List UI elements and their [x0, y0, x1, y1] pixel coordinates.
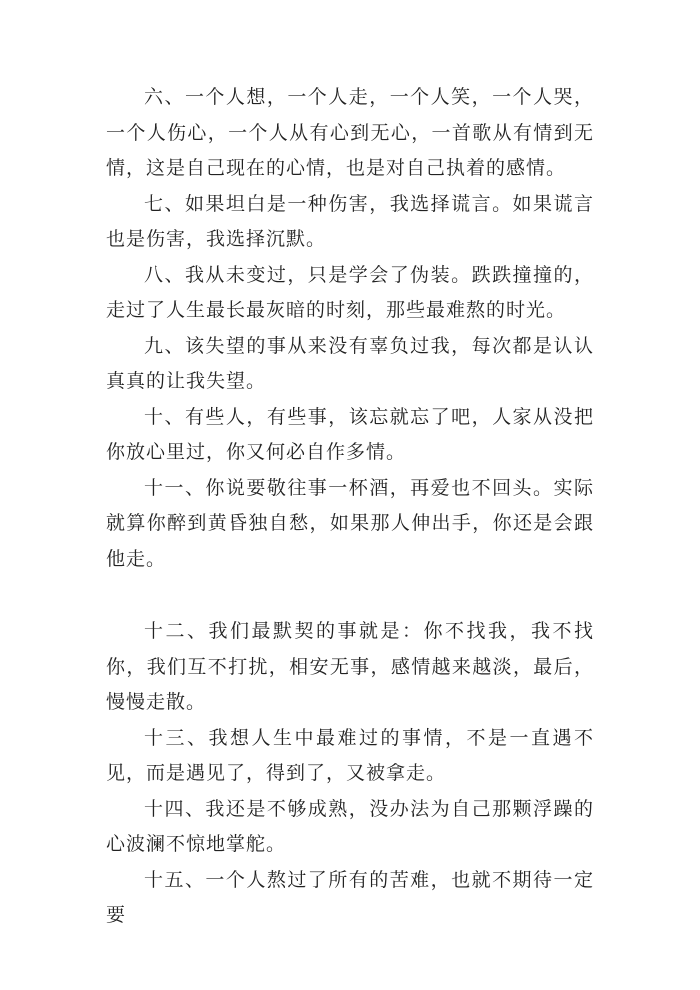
paragraph-gap	[106, 577, 594, 614]
document-body	[106, 80, 594, 934]
paragraph-6: 六、一个人想，一个人走，一个人笑，一个人哭，一个人伤心，一个人从有心到无心，一首歌从有情到无情，这是自己现在的心情，也是对自己执着的感情。	[106, 86, 594, 179]
paragraph-14: 十四、我还是不够成熟，没办法为自己那颗浮躁的心波澜不惊地掌舵。	[106, 797, 594, 855]
paragraph-10: 十、有些人，有些事，该忘就忘了吧，人家从没把你放心里过，你又何必自作多情。	[106, 405, 594, 463]
paragraph-15: 十五、一个人熬过了所有的苦难，也就不期待一定要	[106, 868, 594, 926]
paragraph-12: 十二、我们最默契的事就是：你不找我，我不找你，我们互不打扰，相安无事，感情越来越淡，最后，慢慢走散。	[106, 620, 594, 713]
paragraph-8: 八、我从未变过，只是学会了伪装。跌跌撞撞的，走过了人生最长最灰暗的时刻，那些最难熬的时光。	[106, 263, 594, 321]
paragraph-9: 九、该失望的事从来没有辜负过我，每次都是认认真真的让我失望。	[106, 334, 594, 392]
paragraph-7: 七、如果坦白是一种伤害，我选择谎言。如果谎言也是伤害，我选择沉默。	[106, 192, 594, 250]
paragraph-11: 十一、你说要敬往事一杯酒，再爱也不回头。实际就算你醉到黄昏独自愁，如果那人伸出手，你还是会跟他走。	[106, 476, 594, 570]
paragraph-13: 十三、我想人生中最难过的事情，不是一直遇不见，而是遇见了，得到了，又被拿走。	[106, 726, 594, 784]
